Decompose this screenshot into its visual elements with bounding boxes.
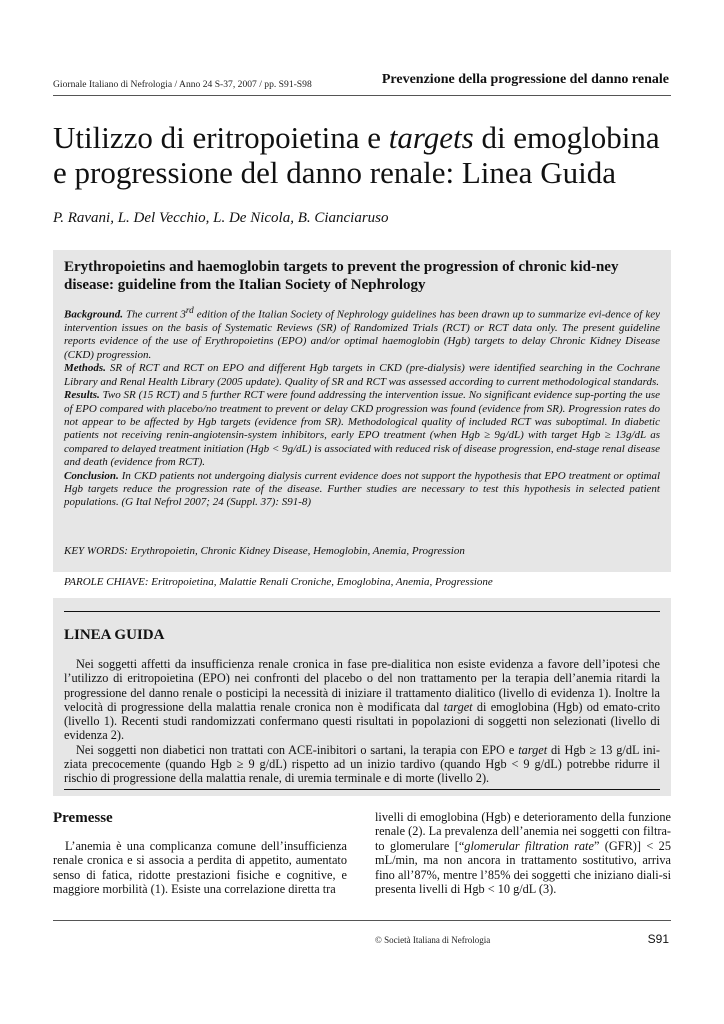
header-rule [53,95,671,96]
key-words: KEY WORDS: Erythropoietin, Chronic Kidney Disease, Hemoglobin, Anemia, Progression [64,545,465,557]
section-heading: Prevenzione della progressione del danno renale [381,72,669,87]
footer-rule [53,920,671,921]
guideline-bottom-rule [64,789,660,790]
article-title [53,120,683,190]
journal-citation: Giornale Italiano di Nefrologia / Anno 24 S-37, 2007 / pp. S91-S98 [53,79,312,90]
body-text [53,839,347,897]
parole-chiave: PAROLE CHIAVE: Eritropoietina, Malattie Renali Croniche, Emoglobina, Anemia, Progressione [64,576,493,588]
guideline-top-rule [64,611,660,612]
column-right [375,810,671,896]
label: Methods. [64,362,106,375]
paragraph [375,810,671,896]
abstract-conclusion [64,470,660,510]
superscript: rd [185,305,194,315]
text: Nei soggetti non diabetici non trattati con ACE-inibitori o sartani, la terapia con EPO e [76,742,519,757]
text: In CKD patients not undergoing dialysis current evidence does not support the hypothesis that EPO treatment or optimal Hgb targets reduce the progression rate of the disease. Further studies are necessary to test this hypothesis in selected patient populations. (G Ital Nefrol 2007; 24 (Suppl. 37): S91-8) [64,469,660,509]
title-line-2: e progressione del danno renale: Linea Guida [53,155,616,190]
column-left [53,810,347,897]
page-number: S91 [647,932,669,946]
copyright: © Società Italiana di Nefrologia [375,935,491,945]
italic-text: target [518,742,548,757]
label: Background. [64,308,123,321]
abstract-title: Erythropoietins and haemoglobin targets to prevent the progression of chronic kid-ney disease: guideline from the Italian Society of Nephrology [64,259,619,293]
text: The current 3 [123,308,186,321]
label: Conclusion. [64,469,119,482]
abstract-results [64,389,660,469]
guideline-body [64,657,660,786]
guideline-paragraph [64,743,660,786]
abstract-background [64,304,660,362]
text: livelli di emoglobina (Hgb) e deterioramento della funzione renale (2). La prevalenza dell’anemia nei soggetti con filtra-to glomerulare [“ [375,810,672,853]
title-part: Utilizzo di eritropoietina e [53,120,389,155]
premesse-heading: Premesse [53,810,113,826]
text: di Hgb ≥ 13 g/dL ini-ziata precocemente (quando Hgb ≥ 9 g/dL) rispetto ad un inizio tardivo (quando Hgb < 9 g/dL) potrebbe ridurre il rischio di progressione della malattia renale, di uremia terminale e di morte (livello 2). [64,742,660,786]
body-text [375,810,671,896]
italic-text: glomerular filtration rate [464,838,594,853]
text: ” (GFR)] < 25 mL/min, ma non ancora in trattamento sostitutivo, arriva fino all’87%, mentre l’85% dei soggetti che iniziano diali-si presenta livelli di Hgb < 10 g/dL (3). [375,838,671,897]
text: di emoglobina (Hgb) od emato-crito (livello 1). Recenti studi randomizzati confermano questi risultati in popolazioni di soggetti non selezionati (livello di evidenza 2). [64,699,660,743]
title-italic: targets [388,120,474,155]
text: Nei soggetti affetti da insufficienza renale cronica in fase pre-dialitica non esiste evidenza a favore dell’ipotesi che l’utilizzo di eritropoietina (EPO) nei confronti del placebo o del non trattamento per la terapia dell’anemia ritardi la progressione del danno renale o posticipi la necessità di iniziare il trattamento dialitico (livello di evidenza 1). Inoltre la velocità di progressione della malattia renale cronica non è modificata dal [64,657,660,714]
italic-text: target [443,699,473,714]
authors: P. Ravani, L. Del Vecchio, L. De Nicola, B. Cianciaruso [53,210,389,226]
text: edition of the Italian Society of Nephrology guidelines has been drawn up to summarize evi-dence of key intervention issues on the basis of Systematic Reviews (SR) of Randomized Trials (RCT) or RCT data only. The present guideline reports evidence of the use of Erythropoietins (EPO) and/or optimal haemoglobin (Hgb) targets to delay Chronic Kidney Disease (CKD) progression. [64,308,660,361]
abstract-methods [64,362,660,389]
guideline-paragraph [64,657,660,743]
abstract-body [64,304,660,510]
paragraph: L’anemia è una complicanza comune dell’insufficienza renale cronica e si associa a perdita di appetito, aumentato senso di fatica, ridotte prestazioni fisiche e cognitive, e maggiore morbilità (1). Esiste una correlazione diretta tra [53,839,347,897]
text: Two SR (15 RCT) and 5 further RCT were found addressing the intervention issue. No significant evidence sup-porting the use of EPO compared with placebo/no treatment to prevent or delay CKD progression was found (evidence from SR). Progression rates do not appear to be affected by Hgb targets (evidence from SR). Methodological quality of included RCT was suboptimal. In diabetic patients not receiving renin-angiotensin-system inhibitors, early EPO treatment (when Hgb ≥ 9g/dL) with target Hgb ≥ 13g/dL as compared to delayed treatment initiation (Hgb < 9g/dL) is associated with reduced risk of disease progression, end-stage renal disease and death (evidence from RCT). [64,389,660,469]
text: SR of RCT and RCT on EPO and different Hgb targets in CKD (pre-dialysis) were identified searching in the Cochrane Library and Renal Health Library (2005 update). Quality of SR and RCT was assessed according to current methodological standards. [64,362,660,388]
guideline-title: LINEA GUIDA [64,627,165,643]
title-part: di emoglobina [473,120,660,155]
label: Results. [64,389,100,402]
